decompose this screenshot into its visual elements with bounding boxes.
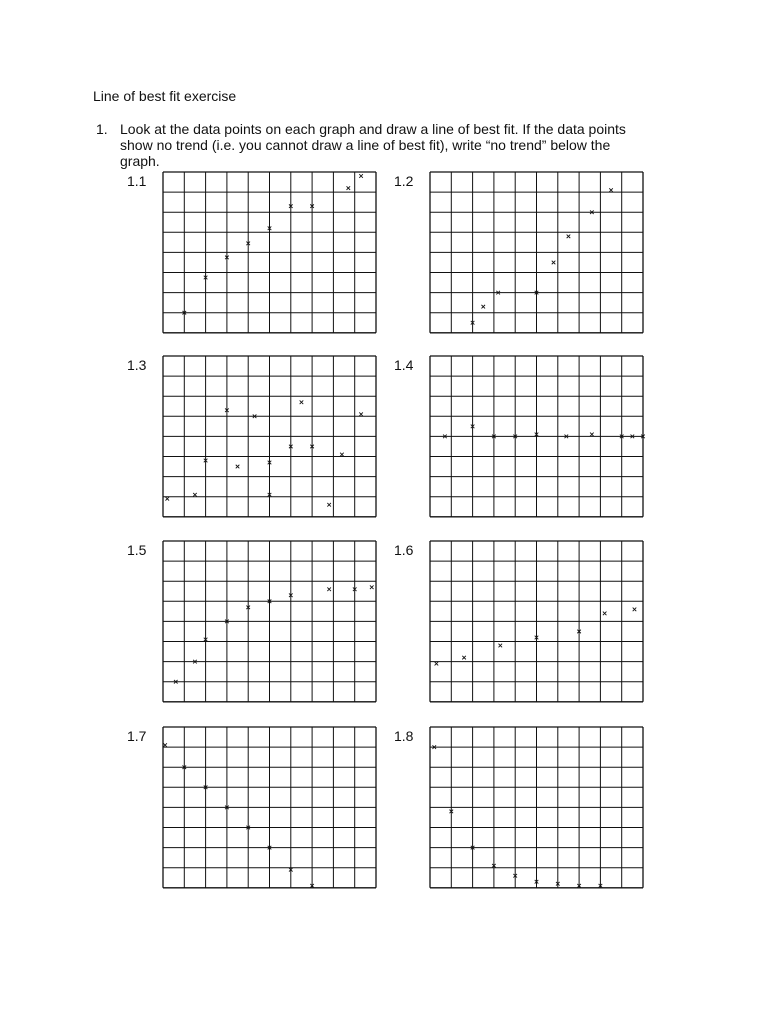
question-number: 1. (96, 121, 108, 137)
data-point (633, 608, 637, 612)
data-point (327, 587, 331, 591)
graph-label: 1.6 (394, 542, 414, 558)
page-title: Line of best fit exercise (93, 88, 237, 104)
data-point (603, 612, 607, 616)
data-point (370, 585, 374, 589)
graph-grid (429, 726, 644, 889)
data-point (300, 400, 304, 404)
data-point (347, 186, 351, 190)
graph-grid (162, 726, 377, 889)
graph-label: 1.2 (394, 173, 414, 189)
graph-grid (429, 540, 644, 703)
graph-label: 1.5 (127, 542, 147, 558)
data-point (193, 493, 197, 497)
graph-label: 1.8 (394, 728, 414, 744)
data-point (462, 656, 466, 660)
data-point (165, 497, 169, 501)
graph-label: 1.4 (394, 357, 414, 373)
data-point (590, 433, 594, 437)
data-point (552, 261, 556, 265)
graph-grid (162, 171, 377, 334)
graph-label: 1.3 (127, 357, 147, 373)
question-instruction: Look at the data points on each graph and draw a line of best fit. If the data points show no trend (i.e. you cannot draw a line of best fit), write “no trend” below the graph. (120, 121, 626, 169)
data-point (340, 453, 344, 457)
graph-grid (162, 540, 377, 703)
graph-grid (162, 355, 377, 518)
data-point (609, 188, 613, 192)
graph-label: 1.7 (127, 728, 147, 744)
graph-grid (429, 355, 644, 518)
data-point (359, 412, 363, 416)
data-point (236, 465, 240, 469)
data-point (359, 174, 363, 178)
graph-label: 1.1 (127, 173, 147, 189)
data-point (435, 662, 439, 666)
data-point (567, 235, 571, 239)
data-point (163, 743, 167, 747)
graph-grid (429, 171, 644, 334)
data-point (481, 305, 485, 309)
data-point (498, 644, 502, 648)
data-point (327, 503, 331, 507)
